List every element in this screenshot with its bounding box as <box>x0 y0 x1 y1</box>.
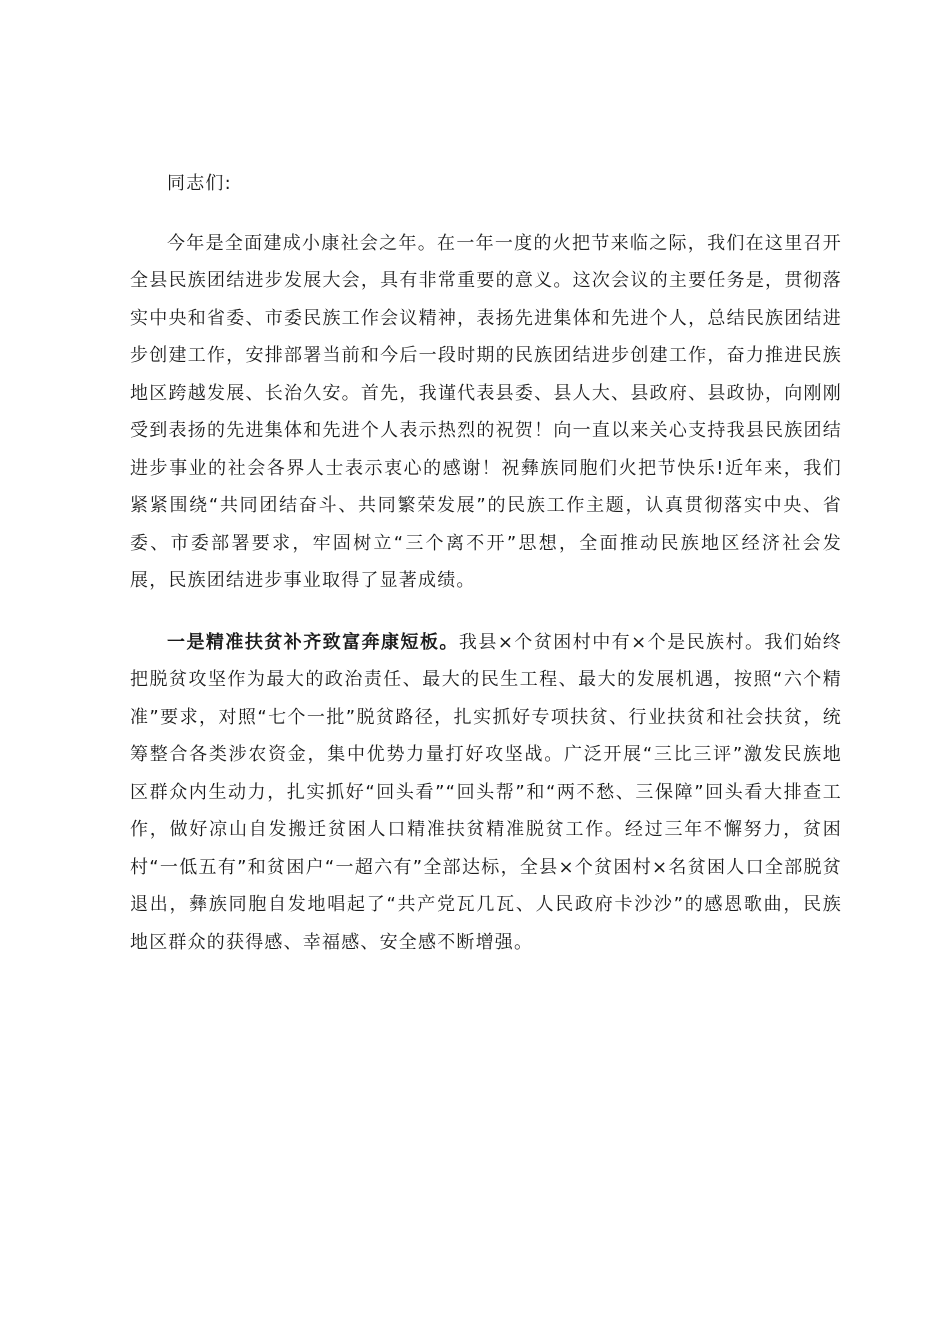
paragraph-poverty-alleviation <box>130 624 842 962</box>
paragraph-opening <box>130 225 842 600</box>
greeting: 同志们: <box>167 173 232 194</box>
paragraph-text: 我县×个贫困村中有×个是民族村。我们始终把脱贫攻坚作为最大的政治责任、最大的民生工程、最大的发展机遇，按照“六个精准”要求，对照“七个一批”脱贫路径，扎实抓好专项扶贫、行业扶贫和社会扶贫，统筹整合各类涉农资金，集中优势力量打好攻坚战。广泛开展“三比三评”激发民族地区群众内生动力，扎实抓好“回头看”“回头帮”和“两不愁、三保障”回头看大排查工作，做好凉山自发搬迁贫困人口精准扶贫精准脱贫工作。经过三年不懈努力，贫困村“一低五有”和贫困户“一超六有”全部达标，全县×个贫困村×名贫困人口全部脱贫退出，彝族同胞自发地唱起了“共产党瓦几瓦、人民政府卡沙沙”的感恩歌曲，民族地区群众的获得感、幸福感、安全感不断增强。 <box>130 631 843 953</box>
document-body <box>130 165 842 985</box>
paragraph-text: 今年是全面建成小康社会之年。在一年一度的火把节来临之际，我们在这里召开全县民族团结进步发展大会，具有非常重要的意义。这次会议的主要任务是，贯彻落实中央和省委、市委民族工作会议精神，表扬先进集体和先进个人，总结民族团结进步创建工作，安排部署当前和今后一段时期的民族团结进步创建工作，奋力推进民族地区跨越发展、长治久安。首先，我谨代表县委、县人大、县政府、县政协，向刚刚受到表扬的先进集体和先进个人表示热烈的祝贺！向一直以来关心支持我县民族团结进步事业的社会各界人士表示衷心的感谢！祝彝族同胞们火把节快乐!近年来，我们紧紧围绕“共同团结奋斗、共同繁荣发展”的民族工作主题，认真贯彻落实中央、省委、市委部署要求，牢固树立“三个离不开”思想，全面推动民族地区经济社会发展，民族团结进步事业取得了显著成绩。 <box>130 232 842 591</box>
paragraph-lead: 一是精准扶贫补齐致富奔康短板。 <box>167 631 459 653</box>
